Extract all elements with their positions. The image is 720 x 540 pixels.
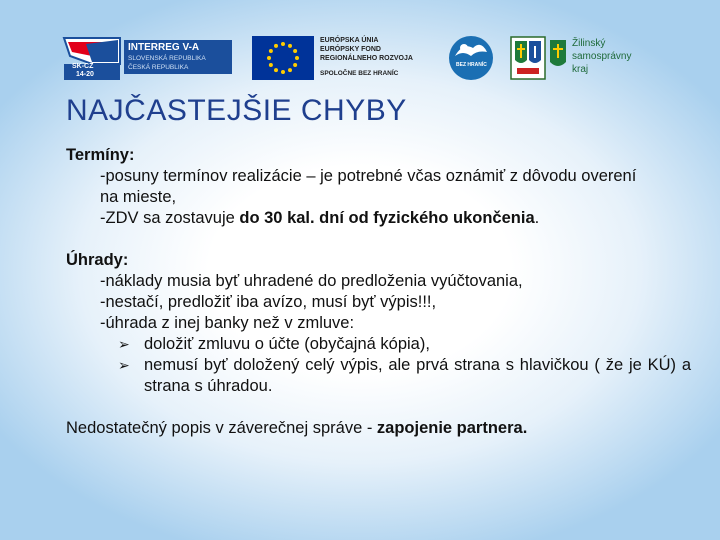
zsk-line3: kraj — [572, 64, 589, 75]
section-uhrady — [66, 250, 691, 397]
logo-bar — [62, 34, 662, 84]
eu-line2: EURÓPSKY FOND — [320, 46, 381, 53]
terminy-item-2-post: . — [534, 209, 540, 227]
slide-title: NAJČASTEJŠIE CHYBY — [66, 94, 407, 127]
eu-flag-icon — [252, 36, 314, 80]
spacer — [66, 229, 691, 250]
zilinsky-kraj-logo — [510, 34, 680, 82]
terminy-item-2-bold: do 30 kal. dní od fyzického ukončenia — [239, 209, 535, 227]
interreg-name: INTERREG V-A — [128, 42, 200, 53]
popis-text-bold: zapojenie partnera. — [376, 419, 528, 437]
popis-text-pre: Nedostatečný popis v záverečnej správe - — [66, 419, 377, 437]
spacer — [66, 397, 691, 418]
uhrady-sub-item-1 — [118, 334, 691, 355]
bez-hranic-logo — [447, 34, 497, 82]
zsk-line2: samosprávny — [572, 51, 632, 62]
uhrady-sub-item-1-text: doložiť zmluvu o účte (obyčajná kópia), — [144, 335, 430, 353]
terminy-item-1: -posuny termínov realizácie – je potrebné včas oznámiť z dôvodu overení — [100, 167, 637, 185]
arrow-bullet-icon: ➢ — [118, 336, 130, 352]
section-popis — [66, 418, 691, 439]
interreg-line2: ČESKÁ REPUBLIKA — [128, 64, 189, 71]
uhrady-item-3: -úhrada z inej banky než v zmluve: — [100, 314, 355, 332]
interreg-mark-top: SK-CZ — [72, 63, 94, 70]
eu-line4: SPOLOČNE BEZ HRANÍC — [320, 70, 399, 77]
zsk-line1: Žilinský — [572, 38, 606, 49]
eu-line1: EURÓPSKA ÚNIA — [320, 37, 379, 44]
terminy-item-2-pre: -ZDV sa zostavuje — [100, 209, 240, 227]
slide-content — [66, 145, 691, 439]
section-terminy-label: Termíny: — [66, 146, 135, 164]
arrow-bullet-icon: ➢ — [118, 357, 130, 373]
uhrady-item-2: -nestačí, predložiť iba avízo, musí byť výpis!!!, — [100, 293, 437, 311]
uhrady-item-1: -náklady musia byť uhradené do predloženia vyúčtovania, — [100, 272, 523, 290]
bez-hranic-text: BEZ HRANÍC — [456, 62, 487, 68]
terminy-item-2 — [100, 208, 691, 229]
coat-of-arms-small-icon — [548, 36, 568, 80]
uhrady-sub-item-2 — [118, 355, 691, 397]
eu-logo — [252, 34, 427, 82]
coat-of-arms-icon — [510, 36, 546, 80]
uhrady-sub-item-2-text: nemusí byť doložený celý výpis, ale prvá strana s hlavičkou ( že je KÚ) a strana s úhradou. — [144, 356, 691, 395]
bez-hranic-emblem-icon — [447, 34, 495, 82]
eu-line3: REGIONÁLNEHO ROZVOJA — [320, 55, 413, 62]
section-uhrady-label: Úhrady: — [66, 251, 129, 269]
interreg-line1: SLOVENSKÁ REPUBLIKA — [128, 55, 206, 62]
terminy-item-1-cont: na mieste, — [100, 188, 177, 206]
section-terminy — [66, 145, 691, 229]
interreg-logo — [62, 34, 232, 82]
interreg-mark-bottom: 14-20 — [76, 71, 94, 78]
